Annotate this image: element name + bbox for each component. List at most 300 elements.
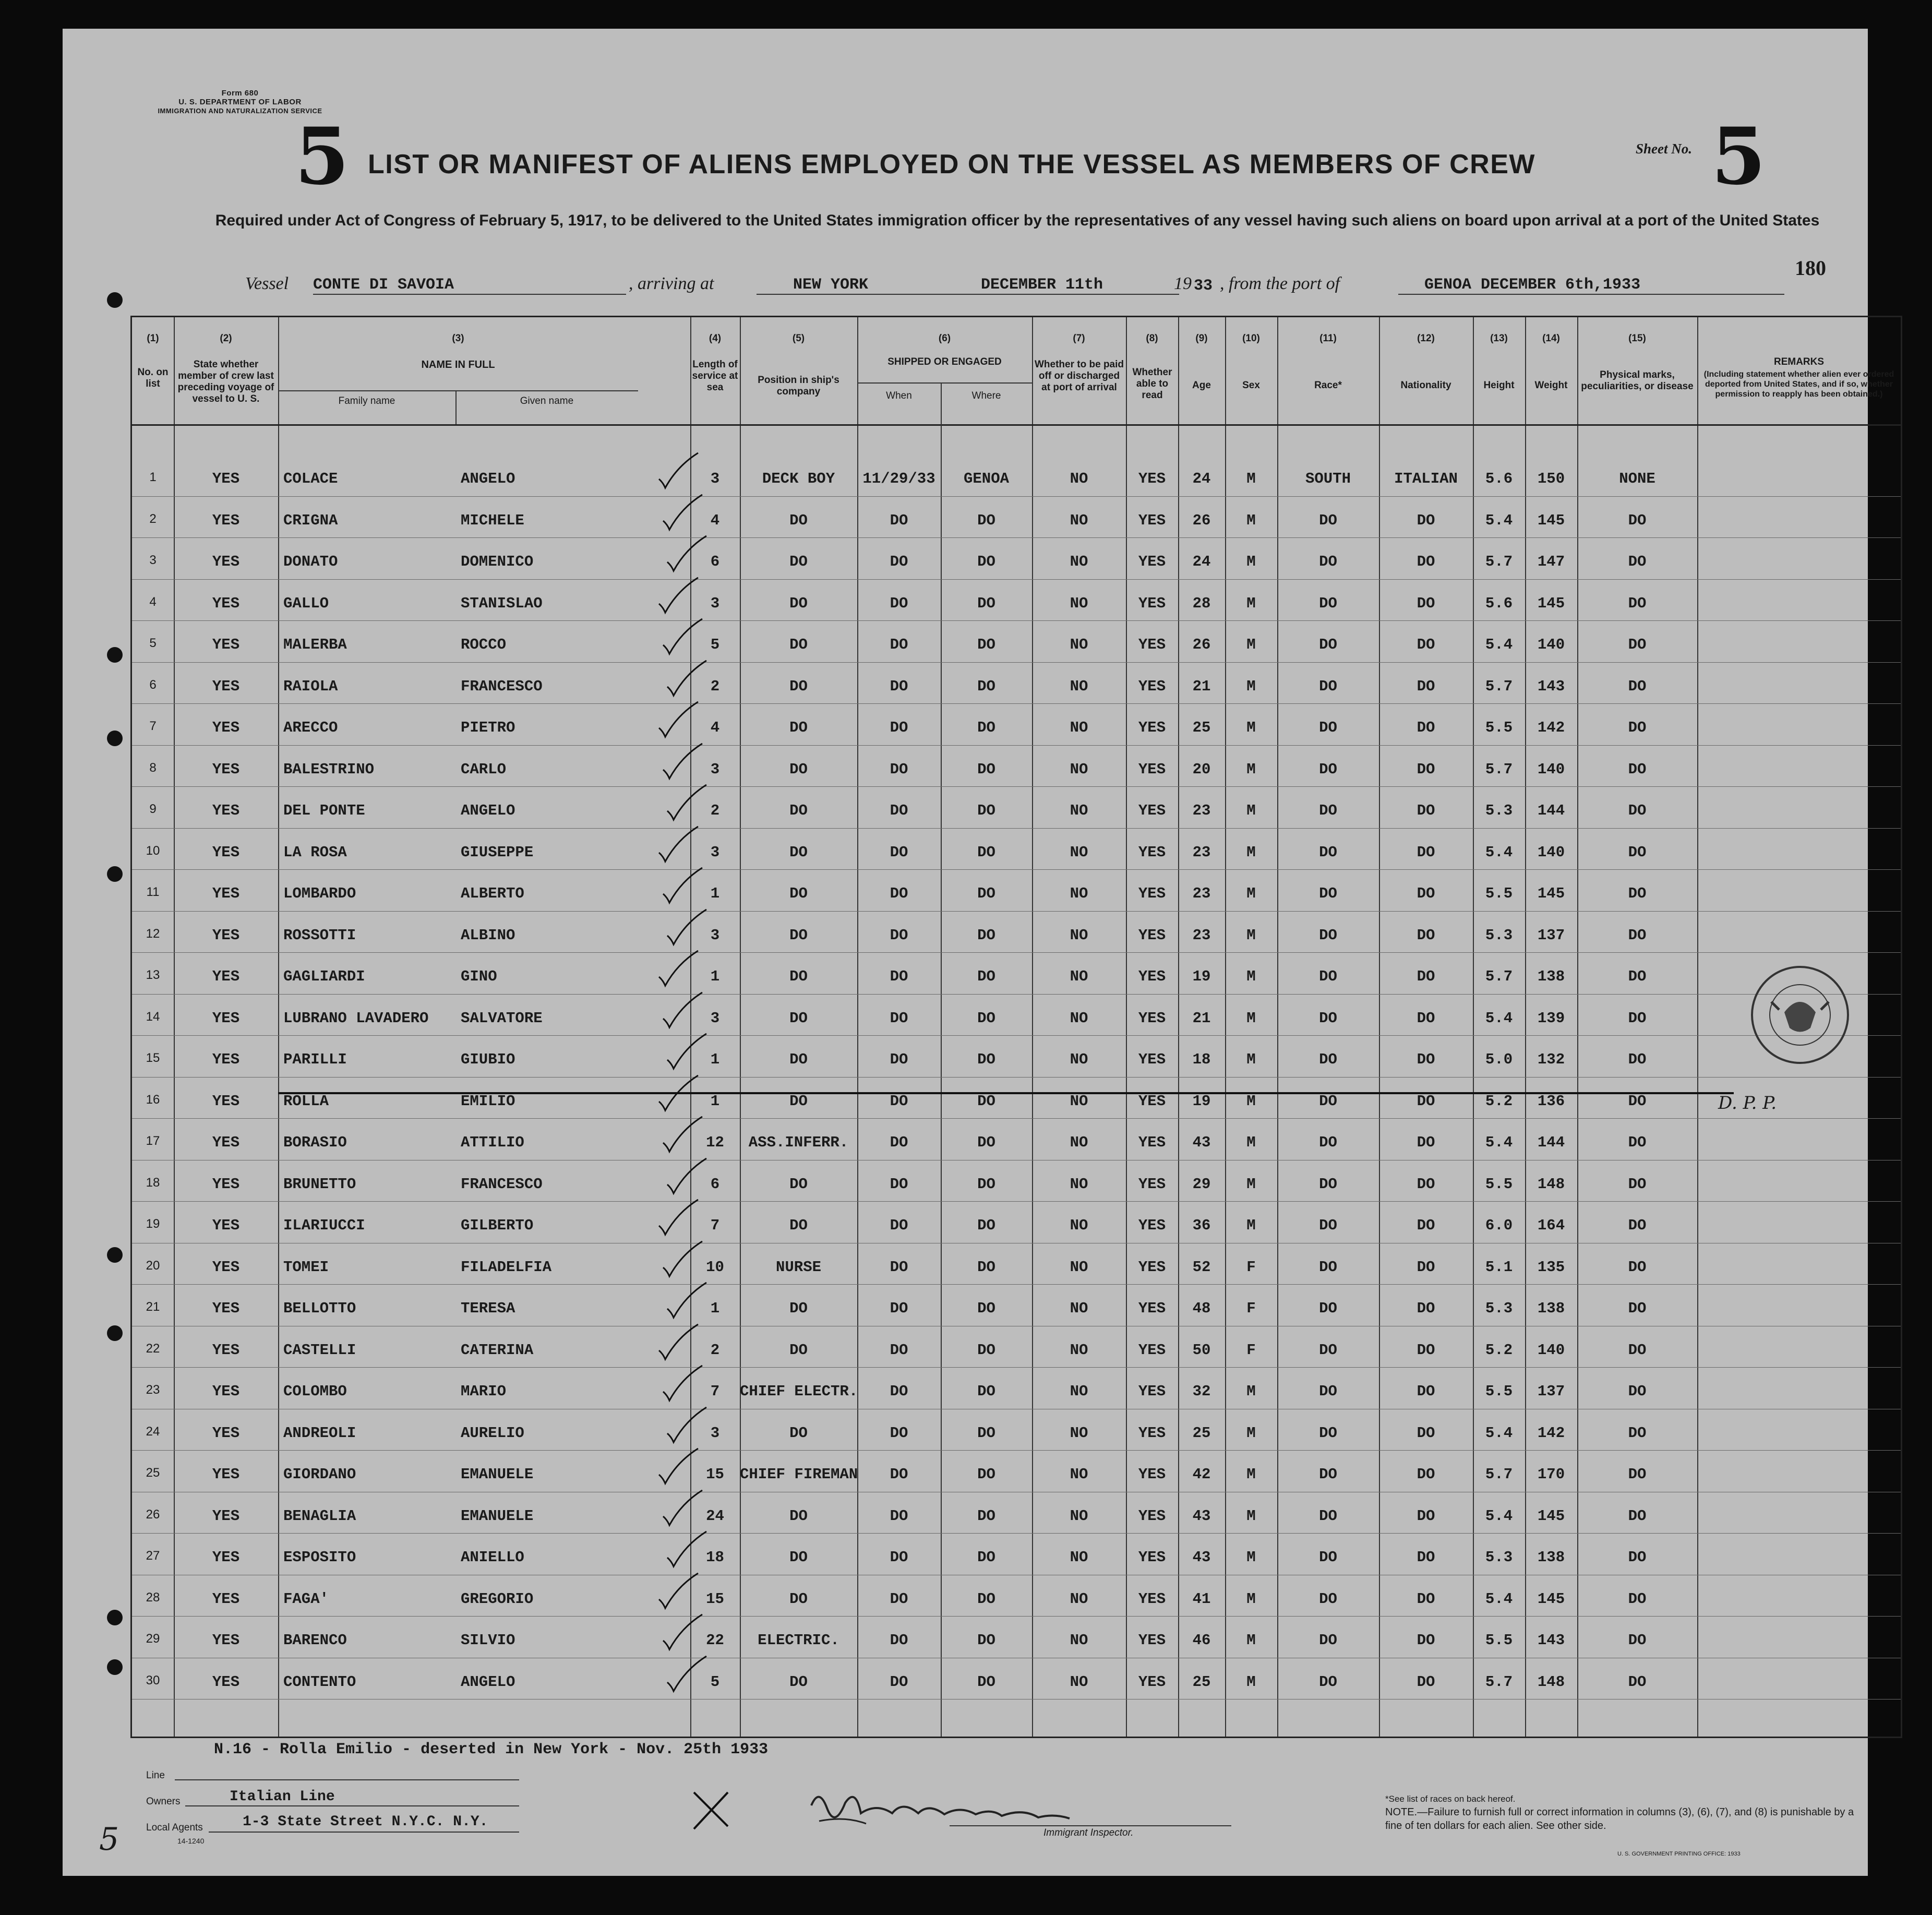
cell-position: DO bbox=[789, 885, 808, 902]
cell-race: DO bbox=[1319, 1134, 1337, 1151]
cell-voyage: YES bbox=[212, 470, 240, 487]
cell-paid: NO bbox=[1070, 1507, 1088, 1525]
cell-given: GIUSEPPE bbox=[461, 843, 534, 861]
cell-given: GIUBIO bbox=[461, 1051, 515, 1068]
cell-when: DO bbox=[890, 677, 908, 695]
cell-position: CHIEF ELECTR. bbox=[740, 1383, 858, 1400]
cell-voyage: YES bbox=[212, 1549, 240, 1566]
cell-no: 21 bbox=[146, 1300, 160, 1314]
cell-nat: DO bbox=[1417, 636, 1435, 653]
cell-given: SILVIO bbox=[461, 1632, 515, 1649]
cell-voyage: YES bbox=[212, 553, 240, 570]
cell-when: DO bbox=[890, 926, 908, 944]
cell-length: 3 bbox=[710, 843, 720, 861]
cell-position: DO bbox=[789, 677, 808, 695]
cell-age: 41 bbox=[1192, 1590, 1211, 1608]
cell-when: DO bbox=[890, 1258, 908, 1276]
header-height: Height bbox=[1483, 380, 1515, 391]
cell-physical: DO bbox=[1628, 1466, 1647, 1483]
check-mark-icon bbox=[654, 699, 701, 741]
check-mark-icon bbox=[658, 492, 705, 534]
arrival-year: 33 bbox=[1194, 277, 1213, 295]
check-mark-icon bbox=[654, 450, 701, 492]
col-number: (4) bbox=[709, 333, 722, 344]
check-mark-icon bbox=[654, 575, 701, 617]
cell-height: 5.4 bbox=[1485, 1009, 1513, 1027]
cell-family: LUBRANO LAVADERO bbox=[283, 1009, 429, 1027]
cell-when: DO bbox=[890, 1424, 908, 1442]
cell-nat: DO bbox=[1417, 1673, 1435, 1691]
cell-race: DO bbox=[1319, 594, 1337, 612]
cell-nat: DO bbox=[1417, 926, 1435, 944]
penalty-note: NOTE.—Failure to furnish full or correct information in columns (3), (6), (7), and (8) is punishable by a fine of ten dollars for each alien. See other side. bbox=[1385, 1806, 1854, 1832]
cell-weight: 142 bbox=[1537, 719, 1565, 736]
cell-when: DO bbox=[890, 760, 908, 778]
cell-no: 24 bbox=[146, 1424, 160, 1439]
cell-length: 1 bbox=[710, 1051, 720, 1068]
cell-voyage: YES bbox=[212, 926, 240, 944]
table-row bbox=[132, 881, 1901, 923]
cell-sex: M bbox=[1246, 1466, 1256, 1483]
check-mark-icon bbox=[654, 948, 701, 990]
check-mark-icon bbox=[662, 1654, 709, 1695]
check-mark-icon bbox=[654, 1446, 701, 1488]
cell-no: 3 bbox=[149, 553, 157, 567]
cell-age: 19 bbox=[1192, 968, 1211, 985]
cell-age: 52 bbox=[1192, 1258, 1211, 1276]
name-divider bbox=[278, 390, 638, 391]
cell-sex: M bbox=[1246, 1673, 1256, 1691]
cell-nat: DO bbox=[1417, 968, 1435, 985]
header-race: Race* bbox=[1314, 380, 1342, 391]
table-row bbox=[132, 1254, 1901, 1296]
owners-field bbox=[185, 1805, 519, 1806]
cell-no: 2 bbox=[149, 511, 157, 526]
cell-position: DO bbox=[789, 1341, 808, 1359]
cell-given: CARLO bbox=[461, 760, 507, 778]
cell-when: DO bbox=[890, 885, 908, 902]
cell-family: BORASIO bbox=[283, 1134, 347, 1151]
cell-where: DO bbox=[977, 553, 995, 570]
cell-where: DO bbox=[977, 1217, 995, 1234]
cell-where: DO bbox=[977, 1134, 995, 1151]
cell-weight: 140 bbox=[1537, 843, 1565, 861]
cell-family: BALESTRINO bbox=[283, 760, 375, 778]
cell-paid: NO bbox=[1070, 1341, 1088, 1359]
cell-no: 6 bbox=[149, 677, 157, 692]
cell-physical: DO bbox=[1628, 1341, 1647, 1359]
header-where: Where bbox=[971, 390, 1001, 401]
cell-family: PARILLI bbox=[283, 1051, 347, 1068]
cell-position: DO bbox=[789, 968, 808, 985]
cell-read: YES bbox=[1138, 1217, 1166, 1234]
cell-family: RAIOLA bbox=[283, 677, 338, 695]
consulate-stamp bbox=[1748, 963, 1852, 1067]
cell-remarks: D. P. P. bbox=[1718, 1092, 1777, 1114]
header-given: Given name bbox=[520, 396, 574, 406]
cell-age: 50 bbox=[1192, 1341, 1211, 1359]
cell-height: 5.7 bbox=[1485, 677, 1513, 695]
cell-nat: DO bbox=[1417, 1632, 1435, 1649]
cell-race: DO bbox=[1319, 926, 1337, 944]
table-row bbox=[132, 591, 1901, 632]
cell-given: SALVATORE bbox=[461, 1009, 543, 1027]
cell-where: DO bbox=[977, 677, 995, 695]
cell-race: DO bbox=[1319, 677, 1337, 695]
cell-nat: DO bbox=[1417, 1341, 1435, 1359]
cell-nat: ITALIAN bbox=[1394, 470, 1458, 487]
cell-given: GINO bbox=[461, 968, 497, 985]
cell-height: 5.4 bbox=[1485, 1507, 1513, 1525]
cell-age: 23 bbox=[1192, 885, 1211, 902]
cell-voyage: YES bbox=[212, 1009, 240, 1027]
cell-paid: NO bbox=[1070, 1383, 1088, 1400]
cell-when: DO bbox=[890, 1092, 908, 1110]
check-mark-icon bbox=[658, 1612, 705, 1654]
cell-where: DO bbox=[977, 1341, 995, 1359]
cell-paid: NO bbox=[1070, 1258, 1088, 1276]
cell-weight: 145 bbox=[1537, 594, 1565, 612]
cell-given: ANGELO bbox=[461, 802, 515, 819]
cell-physical: DO bbox=[1628, 1175, 1647, 1193]
cell-read: YES bbox=[1138, 926, 1166, 944]
table-row bbox=[132, 840, 1901, 881]
cell-height: 5.2 bbox=[1485, 1341, 1513, 1359]
margin-mark: 5 bbox=[99, 1821, 119, 1858]
binder-hole bbox=[107, 1247, 123, 1263]
table-row bbox=[132, 549, 1901, 591]
cell-read: YES bbox=[1138, 802, 1166, 819]
cell-no: 25 bbox=[146, 1466, 160, 1480]
cell-voyage: YES bbox=[212, 1175, 240, 1193]
cell-where: DO bbox=[977, 1424, 995, 1442]
cell-given: ATTILIO bbox=[461, 1134, 524, 1151]
cell-length: 7 bbox=[710, 1383, 720, 1400]
cell-nat: DO bbox=[1417, 843, 1435, 861]
binder-hole bbox=[107, 292, 123, 308]
cell-weight: 145 bbox=[1537, 511, 1565, 529]
cell-where: DO bbox=[977, 1051, 995, 1068]
cell-where: DO bbox=[977, 1258, 995, 1276]
cell-sex: M bbox=[1246, 719, 1256, 736]
cell-length: 3 bbox=[710, 1009, 720, 1027]
cell-age: 21 bbox=[1192, 1009, 1211, 1027]
cell-weight: 147 bbox=[1537, 553, 1565, 570]
cell-paid: NO bbox=[1070, 926, 1088, 944]
cell-age: 29 bbox=[1192, 1175, 1211, 1193]
cell-read: YES bbox=[1138, 1466, 1166, 1483]
sheet-number-label: Sheet No. bbox=[1636, 141, 1692, 157]
cell-nat: DO bbox=[1417, 1051, 1435, 1068]
cell-race: DO bbox=[1319, 1300, 1337, 1317]
cell-nat: DO bbox=[1417, 1549, 1435, 1566]
cell-sex: M bbox=[1246, 1009, 1256, 1027]
col-number: (15) bbox=[1628, 333, 1646, 344]
binder-hole bbox=[107, 866, 123, 882]
cell-read: YES bbox=[1138, 843, 1166, 861]
cell-paid: NO bbox=[1070, 677, 1088, 695]
cell-length: 2 bbox=[710, 802, 720, 819]
owners-value: Italian Line bbox=[230, 1789, 335, 1805]
cell-physical: DO bbox=[1628, 511, 1647, 529]
cell-physical: NONE bbox=[1619, 470, 1655, 487]
binder-hole bbox=[107, 1610, 123, 1625]
header-physical: Physical marks, peculiarities, or disease bbox=[1581, 369, 1694, 392]
cell-when: DO bbox=[890, 1009, 908, 1027]
check-mark-icon bbox=[662, 1031, 709, 1073]
cell-family: ANDREOLI bbox=[283, 1424, 356, 1442]
cell-nat: DO bbox=[1417, 511, 1435, 529]
cell-position: DO bbox=[789, 1217, 808, 1234]
cell-paid: NO bbox=[1070, 843, 1088, 861]
cell-no: 26 bbox=[146, 1507, 160, 1522]
table-row bbox=[132, 1296, 1901, 1337]
cell-given: CATERINA bbox=[461, 1341, 534, 1359]
cell-where: DO bbox=[977, 802, 995, 819]
cell-position: DO bbox=[789, 1175, 808, 1193]
cell-voyage: YES bbox=[212, 1092, 240, 1110]
cell-race: DO bbox=[1319, 1051, 1337, 1068]
cell-no: 30 bbox=[146, 1673, 160, 1687]
cell-weight: 136 bbox=[1537, 1092, 1565, 1110]
cell-height: 5.4 bbox=[1485, 511, 1513, 529]
cell-weight: 148 bbox=[1537, 1175, 1565, 1193]
cell-no: 13 bbox=[146, 968, 160, 982]
cell-sex: M bbox=[1246, 511, 1256, 529]
table-row bbox=[132, 1213, 1901, 1254]
cell-weight: 132 bbox=[1537, 1051, 1565, 1068]
cell-position: DO bbox=[789, 760, 808, 778]
cell-when: DO bbox=[890, 1632, 908, 1649]
cell-position: DO bbox=[789, 1009, 808, 1027]
cell-paid: NO bbox=[1070, 470, 1088, 487]
cell-voyage: YES bbox=[212, 636, 240, 653]
cell-physical: DO bbox=[1628, 594, 1647, 612]
header-when: When bbox=[886, 390, 912, 401]
cell-sex: M bbox=[1246, 1632, 1256, 1649]
cell-height: 5.5 bbox=[1485, 1632, 1513, 1649]
cell-race: DO bbox=[1319, 1175, 1337, 1193]
check-mark-icon bbox=[662, 907, 709, 949]
cell-sex: M bbox=[1246, 1549, 1256, 1566]
cell-paid: NO bbox=[1070, 636, 1088, 653]
cell-race: DO bbox=[1319, 1590, 1337, 1608]
cell-weight: 138 bbox=[1537, 1549, 1565, 1566]
service: IMMIGRATION AND NATURALIZATION SERVICE bbox=[158, 107, 322, 115]
cell-physical: DO bbox=[1628, 1217, 1647, 1234]
cell-physical: DO bbox=[1628, 553, 1647, 570]
vessel-name: CONTE DI SAVOIA bbox=[313, 276, 626, 295]
shipped-divider bbox=[857, 382, 1032, 384]
cell-when: DO bbox=[890, 1134, 908, 1151]
cell-paid: NO bbox=[1070, 1673, 1088, 1691]
cell-no: 27 bbox=[146, 1549, 160, 1563]
cell-race: DO bbox=[1319, 553, 1337, 570]
cell-read: YES bbox=[1138, 1009, 1166, 1027]
cell-voyage: YES bbox=[212, 1632, 240, 1649]
cell-sex: F bbox=[1246, 1341, 1256, 1359]
cell-when: DO bbox=[890, 1383, 908, 1400]
cell-physical: DO bbox=[1628, 1673, 1647, 1691]
cell-physical: DO bbox=[1628, 677, 1647, 695]
cell-paid: NO bbox=[1070, 594, 1088, 612]
cell-weight: 145 bbox=[1537, 1507, 1565, 1525]
cell-voyage: YES bbox=[212, 968, 240, 985]
cell-position: DO bbox=[789, 802, 808, 819]
cell-race: DO bbox=[1319, 1341, 1337, 1359]
cell-height: 5.3 bbox=[1485, 802, 1513, 819]
check-mark-icon bbox=[654, 1197, 701, 1239]
header-no: No. on list bbox=[137, 367, 169, 389]
cell-sex: M bbox=[1246, 843, 1256, 861]
cell-when: DO bbox=[890, 636, 908, 653]
cell-sex: M bbox=[1246, 1051, 1256, 1068]
cell-position: DO bbox=[789, 843, 808, 861]
cell-when: DO bbox=[890, 511, 908, 529]
header-length: Length of service at sea bbox=[692, 359, 738, 393]
departure-port: GENOA DECEMBER 6th,1933 bbox=[1398, 276, 1784, 295]
cell-where: DO bbox=[977, 719, 995, 736]
cell-no: 4 bbox=[149, 594, 157, 609]
cell-position: DO bbox=[789, 553, 808, 570]
cell-where: DO bbox=[977, 1632, 995, 1649]
cell-where: DO bbox=[977, 1507, 995, 1525]
cell-when: DO bbox=[890, 1673, 908, 1691]
cell-where: DO bbox=[977, 1673, 995, 1691]
cell-height: 5.1 bbox=[1485, 1258, 1513, 1276]
cell-age: 25 bbox=[1192, 719, 1211, 736]
cell-paid: NO bbox=[1070, 1590, 1088, 1608]
form-number: Form 680 bbox=[221, 89, 259, 98]
cell-family: BRUNETTO bbox=[283, 1175, 356, 1193]
check-mark-icon bbox=[662, 1405, 709, 1446]
cell-weight: 137 bbox=[1537, 926, 1565, 944]
col-number: (10) bbox=[1242, 333, 1260, 344]
table-row bbox=[132, 1627, 1901, 1669]
cell-no: 10 bbox=[146, 843, 160, 858]
cell-where: DO bbox=[977, 843, 995, 861]
cell-voyage: YES bbox=[212, 1673, 240, 1691]
cell-given: FRANCESCO bbox=[461, 1175, 543, 1193]
table-row bbox=[132, 1047, 1901, 1088]
cell-when: DO bbox=[890, 719, 908, 736]
cell-no: 29 bbox=[146, 1632, 160, 1646]
cell-position: DO bbox=[789, 511, 808, 529]
owners-label: Owners bbox=[146, 1796, 181, 1807]
cell-position: CHIEF FIREMAN bbox=[740, 1466, 858, 1483]
check-mark-icon bbox=[658, 1488, 705, 1529]
cell-no: 22 bbox=[146, 1341, 160, 1356]
cell-age: 24 bbox=[1192, 553, 1211, 570]
cell-length: 24 bbox=[706, 1507, 724, 1525]
cell-physical: DO bbox=[1628, 1424, 1647, 1442]
cell-family: CASTELLI bbox=[283, 1341, 356, 1359]
cell-no: 1 bbox=[149, 470, 157, 484]
cell-family: BENAGLIA bbox=[283, 1507, 356, 1525]
cell-height: 6.0 bbox=[1485, 1217, 1513, 1234]
cell-voyage: YES bbox=[212, 1217, 240, 1234]
cell-where: GENOA bbox=[963, 470, 1009, 487]
col-number: (9) bbox=[1195, 333, 1208, 344]
cell-height: 5.3 bbox=[1485, 926, 1513, 944]
cell-voyage: YES bbox=[212, 1424, 240, 1442]
cell-weight: 142 bbox=[1537, 1424, 1565, 1442]
cell-age: 21 bbox=[1192, 677, 1211, 695]
binder-hole bbox=[107, 647, 123, 663]
cell-when: DO bbox=[890, 1175, 908, 1193]
cell-given: AURELIO bbox=[461, 1424, 524, 1442]
cell-paid: NO bbox=[1070, 1217, 1088, 1234]
cell-given: EMANUELE bbox=[461, 1466, 534, 1483]
cell-race: DO bbox=[1319, 1217, 1337, 1234]
cell-position: DO bbox=[789, 1549, 808, 1566]
cell-when: DO bbox=[890, 802, 908, 819]
table-row bbox=[132, 1006, 1901, 1047]
cell-read: YES bbox=[1138, 885, 1166, 902]
cell-race: DO bbox=[1319, 1009, 1337, 1027]
check-mark-icon bbox=[658, 1239, 705, 1280]
cell-position: DO bbox=[789, 1507, 808, 1525]
cell-family: TOMEI bbox=[283, 1258, 329, 1276]
cell-sex: M bbox=[1246, 760, 1256, 778]
cell-physical: DO bbox=[1628, 1300, 1647, 1317]
cell-nat: DO bbox=[1417, 1300, 1435, 1317]
header-paid-off: Whether to be paid off or discharged at port of arrival bbox=[1035, 359, 1124, 393]
col-number: (1) bbox=[147, 333, 159, 344]
cell-height: 5.7 bbox=[1485, 1673, 1513, 1691]
table-row bbox=[132, 466, 1901, 508]
cell-family: MALERBA bbox=[283, 636, 347, 653]
cell-where: DO bbox=[977, 1092, 995, 1110]
cell-no: 16 bbox=[146, 1092, 160, 1107]
header-nationality: Nationality bbox=[1400, 380, 1451, 391]
cell-given: ALBINO bbox=[461, 926, 515, 944]
cell-family: ROLLA bbox=[283, 1092, 329, 1110]
table-row bbox=[132, 508, 1901, 549]
desertion-note: N.16 - Rolla Emilio - deserted in New York - Nov. 25th 1933 bbox=[214, 1741, 769, 1758]
cell-paid: NO bbox=[1070, 1134, 1088, 1151]
cell-length: 4 bbox=[710, 511, 720, 529]
cell-height: 5.5 bbox=[1485, 1383, 1513, 1400]
cell-when: DO bbox=[890, 1217, 908, 1234]
cell-given: ALBERTO bbox=[461, 885, 524, 902]
cell-position: DO bbox=[789, 719, 808, 736]
cell-sex: M bbox=[1246, 968, 1256, 985]
header-shipped: SHIPPED OR ENGAGED bbox=[887, 356, 1002, 367]
cell-length: 6 bbox=[710, 1175, 720, 1193]
cell-sex: M bbox=[1246, 1134, 1256, 1151]
cell-family: ILARIUCCI bbox=[283, 1217, 365, 1234]
cell-weight: 143 bbox=[1537, 677, 1565, 695]
cell-length: 7 bbox=[710, 1217, 720, 1234]
cell-read: YES bbox=[1138, 636, 1166, 653]
binder-hole bbox=[107, 731, 123, 746]
cell-weight: 137 bbox=[1537, 1383, 1565, 1400]
cell-nat: DO bbox=[1417, 1507, 1435, 1525]
cell-nat: DO bbox=[1417, 1590, 1435, 1608]
cell-physical: DO bbox=[1628, 1590, 1647, 1608]
cell-age: 23 bbox=[1192, 843, 1211, 861]
cell-voyage: YES bbox=[212, 802, 240, 819]
cell-height: 5.2 bbox=[1485, 1092, 1513, 1110]
cell-read: YES bbox=[1138, 1507, 1166, 1525]
table-row bbox=[132, 1503, 1901, 1545]
crew-table bbox=[130, 316, 1902, 1738]
arrival-port: NEW YORK bbox=[757, 276, 991, 295]
cell-height: 5.6 bbox=[1485, 594, 1513, 612]
cell-weight: 138 bbox=[1537, 968, 1565, 985]
cell-family: ESPOSITO bbox=[283, 1549, 356, 1566]
